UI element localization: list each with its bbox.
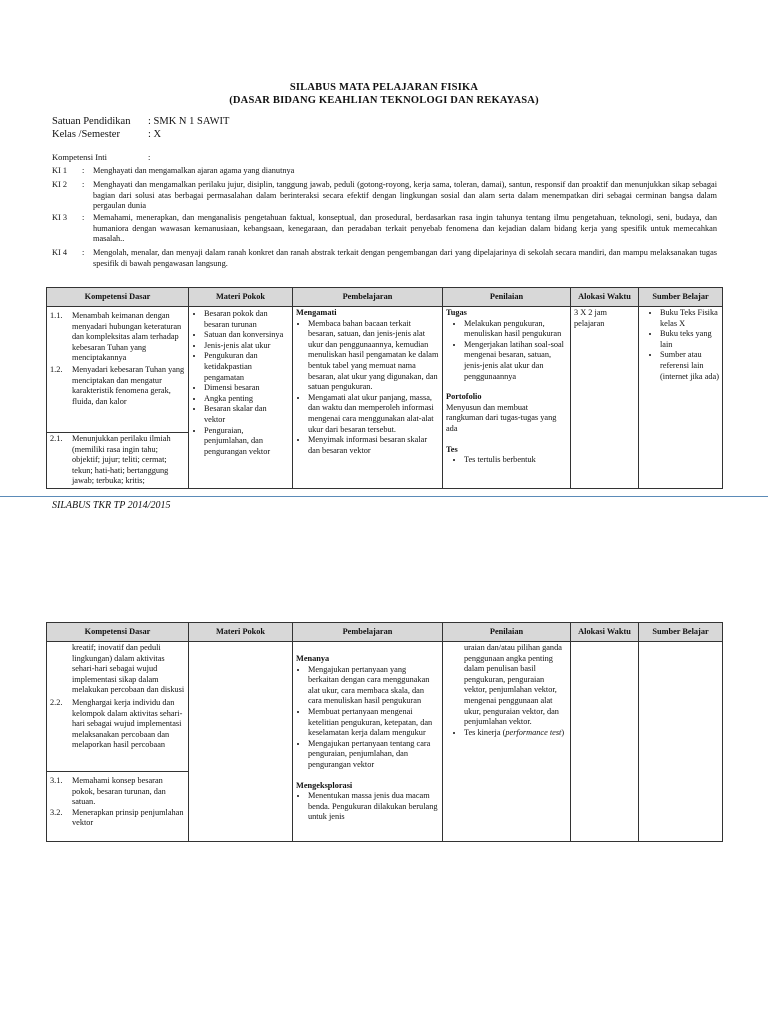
list-item: • Besaran pokok dan besaran turunan — [204, 309, 289, 330]
portofolio-text: Menyusun dan membuat rangkuman dari tugas-tugas yang ada — [446, 402, 557, 433]
list-item: • Jenis-jenis alat ukur — [204, 341, 289, 352]
ki-colon: : — [82, 180, 85, 189]
penilaian-continuation: uraian dan/atau pilihan ganda penggunaan angka penting dalam penulisan basil pengukuran, penguraian vektor, penjumlahan vektor, mengenai penggunaan alat ukur, penguraian vektor, dan penjumlahan vektor. — [464, 643, 562, 727]
materi-list — [192, 309, 289, 457]
kd-number: 3.1. — [50, 776, 63, 785]
menanya-list — [296, 665, 439, 771]
class-row — [52, 129, 161, 140]
materi-cell — [189, 307, 293, 489]
header-materi: Materi Pokok — [189, 623, 293, 642]
kd-item — [50, 808, 185, 829]
eksplorasi-heading: Mengeksplorasi — [296, 780, 353, 790]
list-item: • Mengajukan pertanyaan tentang cara penguraian, penjumlahan, dan pengurangan vektor — [308, 739, 439, 771]
ki-code: KI 4 — [52, 248, 67, 257]
list-item — [464, 728, 567, 739]
ki-item — [52, 166, 717, 177]
kd-cell — [47, 772, 189, 842]
kd-text: Menghargai kerja individu dan kelompok dalam aktivitas sehari-hari sebagai wujud implementasi melaksanakan percobaan dan melaporkan hasil percobaan — [72, 697, 183, 750]
header-materi: Materi Pokok — [189, 288, 293, 307]
list-item: • Melakukan pengukuran, menuliskan hasil pengukuran — [464, 319, 567, 340]
page-footer: SILABUS TKR TP 2014/2015 — [52, 500, 171, 511]
ki-code: KI 2 — [52, 180, 67, 189]
materi-cell — [189, 642, 293, 842]
school-row — [52, 116, 229, 127]
kd-number: 3.2. — [50, 807, 63, 817]
school-label: Satuan Pendidikan — [52, 116, 131, 127]
kd-cell — [47, 307, 189, 433]
kinerja-text: Tes kinerja ( — [464, 727, 506, 737]
list-item: • Sumber atau referensi lain (internet jika ada) — [660, 350, 719, 382]
tes-list — [446, 455, 567, 466]
ki-header-colon: : — [148, 152, 151, 162]
school-value: : SMK N 1 SAWIT — [148, 116, 230, 127]
kd-text: Menambah keimanan dengan menyadari hubungan keteraturan dan kompleksitas alam terhadap kebesaran Tuhan yang menciptakannya — [72, 311, 182, 363]
ki-code: KI 3 — [52, 213, 67, 222]
list-item: • Buku Teks Fisika kelas X — [660, 308, 719, 329]
ki-item — [52, 213, 717, 245]
kd-number: 2.2. — [50, 697, 63, 707]
kd-text: Menyadari kebesaran Tuhan yang menciptakan dan mengatur karakteristik fenomena gerak, fluida, dan kalor — [72, 364, 185, 406]
ki-item — [52, 248, 717, 269]
document-title: SILABUS MATA PELAJARAN FISIKA — [289, 82, 479, 93]
class-value: : X — [148, 129, 162, 140]
kd-text: Menunjukkan perilaku ilmiah (memiliki rasa ingin tahu; objektif; jujur; teliti; cermat; tekun; hati-hati; bertanggung jawab; terbuka; kritis; — [72, 434, 171, 486]
ki-text: Menghayati dan mengamalkan perilaku jujur, disiplin, tanggung jawab, peduli (gotong-royong, kerja sama, toleran, damai), santun, responsif dan proaktif dan menunjukkan sikap sebagai bagian dari solusi atas berbagai permasalahan dalam berinteraksi secara efektif dengan lingkungan sosial dan alam serta dalam menempatkan diri sebagai cerminan bangsa dalam pergaulan dunia — [93, 180, 717, 211]
kinerja-end: ) — [561, 727, 565, 737]
header-kd: Kompetensi Dasar — [47, 623, 189, 642]
pembelajaran-cell — [293, 307, 443, 489]
ki-colon: : — [82, 166, 85, 175]
kd-number: 2.1. — [50, 434, 63, 443]
pembelajaran-list — [296, 319, 439, 457]
list-item: • Besaran skalar dan vektor — [204, 404, 289, 425]
list-item: • Menyimak informasi besaran skalar dan besaran vektor — [308, 435, 439, 456]
kinerja-italic: performance test — [505, 727, 562, 737]
tugas-list — [446, 319, 567, 383]
list-item: • Pengukuran dan ketidakpastian pengamatan — [204, 351, 289, 383]
eksplorasi-list — [296, 791, 439, 823]
sumber-cell — [639, 642, 723, 842]
sumber-list — [642, 308, 719, 382]
syllabus-table-2 — [46, 622, 723, 842]
header-sumber: Sumber Belajar — [639, 623, 723, 642]
header-kd: Kompetensi Dasar — [47, 288, 189, 307]
header-penilaian: Penilaian — [443, 288, 571, 307]
ki-code: KI 1 — [52, 166, 67, 175]
header-penilaian: Penilaian — [443, 623, 571, 642]
alokasi-cell — [571, 642, 639, 842]
penilaian-cell — [443, 307, 571, 489]
list-item: • Menentukan massa jenis dua macam benda. Pengukuran dilakukan berulang untuk jenis — [308, 791, 439, 823]
list-item: • Mengamati alat ukur panjang, massa, dan waktu dan memperoleh informasi mengenai cara menggunakan alat-alat ukur dari besaran tersebut. — [308, 393, 439, 435]
list-item: • Mengajukan pertanyaan yang berkaitan dengan cara menggunakan alat ukur, cara membaca skala, dan cara menuliskan hasil pengukuran — [308, 665, 439, 707]
page-separator — [0, 496, 768, 497]
kd-number: 1.1. — [50, 311, 63, 320]
header-sumber: Sumber Belajar — [639, 288, 723, 307]
list-item: • Dimensi besaran — [204, 383, 289, 394]
kd-text: Menerapkan prinsip penjumlahan vektor — [72, 807, 184, 828]
alokasi-cell: 3 X 2 jam pelajaran — [571, 307, 639, 489]
ki-header — [52, 152, 151, 162]
ki-colon: : — [82, 213, 85, 222]
kd-number: 1.2. — [50, 364, 63, 374]
header-pembelajaran: Pembelajaran — [293, 288, 443, 307]
header-alokasi: Alokasi Waktu — [571, 288, 639, 307]
menanya-heading: Menanya — [296, 654, 330, 663]
list-item: • Angka penting — [204, 394, 289, 405]
kd-text: Memahami konsep besaran pokok, besaran turunan, dan satuan. — [72, 776, 166, 807]
sumber-cell — [639, 307, 723, 489]
tes-heading: Tes — [446, 444, 458, 454]
header-alokasi: Alokasi Waktu — [571, 623, 639, 642]
kd-cell — [47, 642, 189, 772]
kd-cell — [47, 433, 189, 489]
list-item: • Satuan dan konversinya — [204, 330, 289, 341]
tugas-heading: Tugas — [446, 308, 467, 317]
kd-item — [50, 434, 185, 487]
penilaian-cell — [443, 642, 571, 842]
portofolio-heading: Portofolio — [446, 392, 482, 402]
ki-text: Mengolah, menalar, dan menyaji dalam ranah konkret dan ranah abstrak terkait dengan pengembangan dari yang dipelajarinya di sekolah secara mandiri, dan mampu melaksanakan tugas spesifik di bawah pengawasan langsung. — [93, 248, 717, 268]
list-item: • Tes tertulis berbentuk — [464, 455, 567, 466]
penilaian-list — [446, 728, 567, 739]
kd-item — [50, 365, 185, 407]
list-item: • Mengerjakan latihan soal-soal mengenai besaran, satuan, jenis-jenis alat ukur dan penggunaannya — [464, 340, 567, 382]
ki-text: Menghayati dan mengamalkan ajaran agama yang dianutnya — [93, 166, 295, 175]
pembelajaran-heading: Mengamati — [296, 308, 337, 317]
pembelajaran-cell — [293, 642, 443, 842]
ki-header-label: Kompetensi Inti — [52, 152, 108, 162]
header-pembelajaran: Pembelajaran — [293, 623, 443, 642]
list-item: • Membuat pertanyaan mengenai ketelitian pengukuran, ketepatan, dan keselamatan kerja dalam mengukur — [308, 707, 439, 739]
list-item: • Penguraian, penjumlahan, dan pengurangan vektor — [204, 426, 289, 458]
document-subtitle: (DASAR BIDANG KEAHLIAN TEKNOLOGI DAN REKAYASA) — [229, 95, 539, 106]
kd-item — [50, 776, 185, 808]
kd-continuation: kreatif; inovatif dan peduli lingkungan) dalam aktivitas sehari-hari sebagai wujud implementasi sikap dalam melakukan percobaan dan diskusi — [72, 643, 185, 695]
kd-item — [50, 698, 185, 751]
list-item: • Buku teks yang lain — [660, 329, 719, 350]
ki-text: Memahami, menerapkan, dan menganalisis pengetahuan faktual, konseptual, dan prosedural, berdasarkan rasa ingin tahunya tentang ilmu pengetahuan, teknologi, seni, budaya, dan humaniora dengan wawasan kemanusiaan, kebangsaan, kenegaraan, dan peradaban terkait penyebab fenomena dan kejadian dalam bidang kerja yang spesifik untuk memecahkan masalah.. — [93, 213, 717, 244]
kd-item — [50, 311, 185, 364]
ki-colon: : — [82, 248, 85, 257]
list-item: • Membaca bahan bacaan terkait besaran, satuan, dan jenis-jenis alat ukur dan penggunaannya, kemudian menuliskan hasil pengamatan ke dalam bentuk tabel yang memuat nama besaran, alat ukur yang digunakan, dan satuan pengukuran. — [308, 319, 439, 393]
class-label: Kelas /Semester — [52, 129, 120, 140]
ki-item — [52, 180, 717, 212]
syllabus-table-1 — [46, 287, 723, 489]
